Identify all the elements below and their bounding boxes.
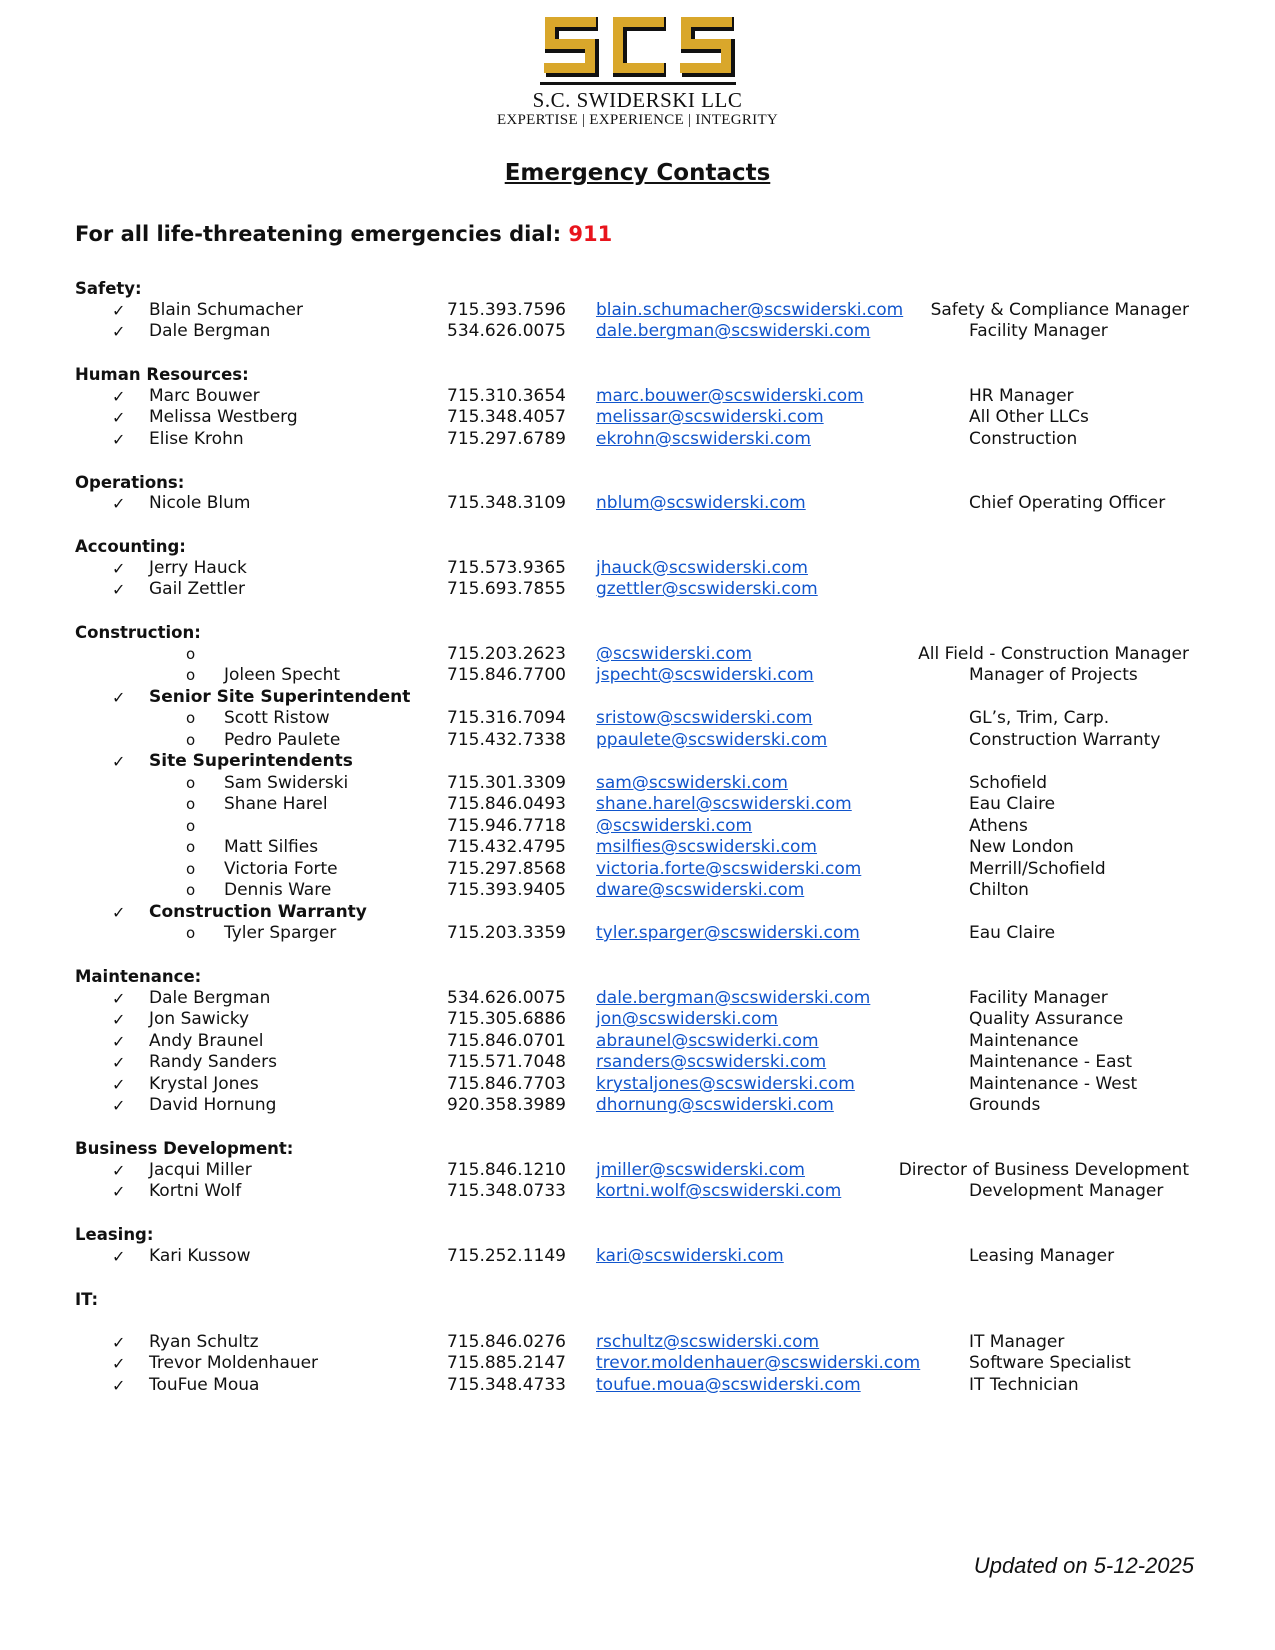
contact-phone: 715.846.0493 — [447, 794, 566, 814]
section-heading — [0, 622, 1275, 644]
circle-bullet-icon: o — [186, 924, 196, 942]
contact-row — [0, 794, 1275, 816]
contact-row — [0, 1353, 1275, 1375]
contact-email-link[interactable]: gzettler@scswiderski.com — [596, 579, 818, 599]
contact-name: Trevor Moldenhauer — [149, 1353, 319, 1373]
contact-phone: 534.626.0075 — [447, 987, 566, 1008]
emergency-label: For all life-threatening emergencies dial: — [75, 222, 562, 246]
contact-name: Gail Zettler — [149, 579, 246, 599]
contact-name: Kari Kussow — [149, 1245, 251, 1266]
contact-phone: 534.626.0075 — [447, 321, 566, 341]
contact-role: Quality Assurance — [969, 1009, 1124, 1029]
contact-row — [0, 321, 1275, 343]
section-heading-label: Leasing: — [75, 1225, 154, 1244]
contact-email-link[interactable]: melissar@scswiderski.com — [596, 407, 824, 427]
circle-bullet-icon: o — [186, 709, 196, 727]
contact-email-link[interactable]: sam@scswiderski.com — [596, 772, 788, 793]
contact-email-link[interactable]: @scswiderski.com — [596, 815, 753, 836]
checkmark-icon: ✓ — [112, 1031, 126, 1051]
contact-row — [0, 880, 1275, 902]
contact-row — [0, 923, 1275, 945]
contact-role: Maintenance — [969, 1030, 1079, 1051]
contact-row — [0, 730, 1275, 752]
section-heading-label: Safety: — [75, 279, 142, 298]
section-heading — [0, 1224, 1275, 1246]
contact-phone: 715.252.1149 — [447, 1245, 566, 1266]
contact-row — [0, 1052, 1275, 1074]
contact-phone: 715.305.6886 — [447, 1009, 566, 1029]
contact-email-link[interactable]: krystaljones@scswiderski.com — [596, 1073, 855, 1094]
section-heading — [0, 1138, 1275, 1160]
contact-role: Construction Warranty — [969, 729, 1161, 750]
contact-role: Maintenance - West — [969, 1073, 1138, 1094]
contact-role: Merrill/Schofield — [969, 858, 1106, 879]
section-heading — [0, 278, 1275, 300]
contact-phone: 715.946.7718 — [447, 815, 566, 836]
checkmark-icon: ✓ — [112, 580, 126, 599]
contact-role: Facility Manager — [969, 987, 1108, 1008]
checkmark-icon: ✓ — [112, 1010, 126, 1029]
contact-email-link[interactable]: tyler.sparger@scswiderski.com — [596, 923, 860, 943]
contact-role: Maintenance - East — [969, 1052, 1133, 1072]
contact-row — [0, 300, 1275, 322]
contact-phone: 715.203.2623 — [447, 643, 566, 664]
contact-email-link[interactable]: ekrohn@scswiderski.com — [596, 428, 811, 449]
contact-directory — [0, 278, 1275, 1396]
contact-name: Jacqui Miller — [149, 1159, 252, 1180]
contact-row — [0, 988, 1275, 1010]
section-heading-label: Construction: — [75, 623, 201, 642]
contact-name: Matt Silfies — [224, 837, 319, 857]
contact-role: GL’s, Trim, Carp. — [969, 708, 1110, 728]
contact-email-link[interactable]: sristow@scswiderski.com — [596, 708, 813, 728]
contact-role: All Field - Construction Manager — [918, 643, 1189, 664]
contact-email-link[interactable]: jspecht@scswiderski.com — [596, 665, 814, 685]
contact-phone: 715.301.3309 — [447, 772, 566, 793]
contact-name: Melissa Westberg — [149, 407, 298, 427]
circle-bullet-icon: o — [186, 838, 196, 856]
contact-role: New London — [969, 837, 1074, 857]
circle-bullet-icon: o — [186, 859, 196, 878]
contact-role: Manager of Projects — [969, 665, 1138, 685]
contact-name: Kortni Wolf — [149, 1181, 242, 1201]
page-title: Emergency Contacts — [504, 160, 771, 186]
checkmark-icon: ✓ — [112, 1096, 126, 1115]
section-heading-label: Accounting: — [75, 537, 186, 556]
contact-row — [0, 687, 1275, 709]
contact-role: Eau Claire — [969, 794, 1056, 814]
section-heading — [0, 472, 1275, 494]
section-heading-label: Business Development: — [75, 1139, 294, 1158]
contact-role: Chief Operating Officer — [969, 493, 1166, 513]
circle-bullet-icon: o — [186, 644, 196, 663]
contact-name: Scott Ristow — [224, 708, 330, 728]
contact-role: Grounds — [969, 1095, 1041, 1115]
checkmark-icon: ✓ — [112, 558, 126, 578]
contact-row — [0, 837, 1275, 859]
section-heading — [0, 966, 1275, 988]
company-tagline: EXPERTISE | EXPERIENCE | INTEGRITY — [496, 112, 779, 128]
checkmark-icon: ✓ — [112, 1160, 126, 1180]
contact-row — [0, 1246, 1275, 1268]
contact-email-link[interactable]: victoria.forte@scswiderski.com — [596, 858, 862, 879]
contact-role: Leasing Manager — [969, 1245, 1115, 1266]
section-heading — [0, 536, 1275, 558]
contact-name: Andy Braunel — [149, 1030, 264, 1051]
contact-role: Eau Claire — [969, 923, 1056, 943]
checkmark-icon: ✓ — [112, 752, 126, 771]
circle-bullet-icon: o — [186, 666, 196, 684]
contact-row — [0, 493, 1275, 515]
checkmark-icon: ✓ — [112, 300, 126, 320]
contact-row — [0, 579, 1275, 601]
contact-phone: 715.348.4057 — [447, 407, 566, 427]
contact-role: All Other LLCs — [969, 407, 1089, 427]
scs-logo-mark — [538, 12, 738, 88]
contact-name: Marc Bouwer — [149, 385, 260, 406]
contact-row — [0, 859, 1275, 881]
contact-role: Safety & Compliance Manager — [930, 299, 1189, 320]
contact-name: Victoria Forte — [224, 858, 338, 879]
checkmark-icon: ✓ — [112, 322, 126, 341]
contact-role: Development Manager — [969, 1181, 1164, 1201]
contact-role: IT Technician — [969, 1374, 1079, 1395]
contact-email-link[interactable]: jmiller@scswiderski.com — [596, 1159, 805, 1180]
checkmark-icon: ✓ — [112, 494, 126, 513]
checkmark-icon: ✓ — [112, 1375, 126, 1395]
emergency-number: 911 — [568, 222, 613, 246]
contact-phone: 715.203.3359 — [447, 923, 566, 943]
contact-name: Pedro Paulete — [224, 729, 341, 750]
contact-row — [0, 558, 1275, 580]
contact-row — [0, 1332, 1275, 1354]
contact-name: Blain Schumacher — [149, 299, 303, 320]
contact-row — [0, 1031, 1275, 1053]
contact-phone: 715.571.7048 — [447, 1052, 566, 1072]
contact-email-link[interactable]: nblum@scswiderski.com — [596, 493, 806, 513]
contact-email-link[interactable]: marc.bouwer@scswiderski.com — [596, 385, 864, 406]
contact-email-link[interactable]: blain.schumacher@scswiderski.com — [596, 299, 904, 320]
contact-phone: 715.573.9365 — [447, 557, 566, 578]
contact-role: Athens — [969, 815, 1028, 836]
section-heading-label: Human Resources: — [75, 365, 249, 384]
contact-name: Elise Krohn — [149, 428, 244, 449]
contact-row — [0, 429, 1275, 451]
contact-phone: 715.393.7596 — [447, 299, 566, 320]
contact-row — [0, 1375, 1275, 1397]
checkmark-icon: ✓ — [112, 1182, 126, 1201]
contact-name: Joleen Specht — [224, 665, 341, 685]
checkmark-icon: ✓ — [112, 1053, 126, 1072]
emergency-notice — [75, 222, 612, 246]
contact-name: Dale Bergman — [149, 321, 271, 341]
circle-bullet-icon: o — [186, 795, 196, 813]
contact-phone: 715.432.4795 — [447, 837, 566, 857]
checkmark-icon: ✓ — [112, 902, 126, 922]
checkmark-icon: ✓ — [112, 1246, 126, 1266]
contact-phone: 920.358.3989 — [447, 1095, 566, 1115]
contact-email-link[interactable]: jon@scswiderski.com — [596, 1009, 778, 1029]
contact-row — [0, 644, 1275, 666]
contact-row — [0, 902, 1275, 924]
contact-phone: 715.432.7338 — [447, 729, 566, 750]
contact-row — [0, 407, 1275, 429]
contact-name: Tyler Sparger — [224, 923, 337, 943]
contact-email-link[interactable]: kortni.wolf@scswiderski.com — [596, 1181, 842, 1201]
company-name: S.C. SWIDERSKI LLC — [532, 88, 743, 112]
contact-name: Dennis Ware — [224, 880, 332, 900]
section-heading-label: IT: — [75, 1289, 99, 1309]
contact-phone: 715.310.3654 — [447, 385, 566, 406]
contact-name: Krystal Jones — [149, 1073, 259, 1094]
contact-email-link[interactable]: trevor.moldenhauer@scswiderski.com — [596, 1353, 921, 1373]
section-heading — [0, 1289, 1275, 1311]
circle-bullet-icon: o — [186, 773, 196, 792]
contact-phone: 715.393.9405 — [447, 880, 566, 900]
updated-date: Updated on 5-12-2025 — [973, 1553, 1194, 1578]
contact-role: Schofield — [969, 772, 1047, 793]
contact-row — [0, 708, 1275, 730]
contact-role: Chilton — [969, 880, 1029, 900]
contact-phone: 715.846.7703 — [447, 1073, 566, 1094]
contact-row — [0, 751, 1275, 773]
contact-name: Dale Bergman — [149, 987, 271, 1008]
contact-email-link[interactable]: msilfies@scswiderski.com — [596, 837, 817, 857]
contact-email-link[interactable]: abraunel@scswiderki.com — [596, 1030, 819, 1051]
checkmark-icon: ✓ — [112, 687, 126, 707]
contact-row — [0, 773, 1275, 795]
contact-role: Facility Manager — [969, 321, 1108, 341]
checkmark-icon: ✓ — [112, 988, 126, 1008]
contact-email-link[interactable]: rschultz@scswiderski.com — [596, 1331, 820, 1352]
contact-name: Ryan Schultz — [149, 1331, 259, 1352]
subgroup-label: Site Superintendents — [149, 751, 353, 771]
subgroup-label: Construction Warranty — [149, 901, 367, 922]
checkmark-icon: ✓ — [112, 1332, 126, 1352]
circle-bullet-icon: o — [186, 730, 196, 749]
checkmark-icon: ✓ — [112, 408, 126, 427]
contact-email-link[interactable]: dale.bergman@scswiderski.com — [596, 987, 871, 1008]
checkmark-icon: ✓ — [112, 386, 126, 406]
contact-role: Construction — [969, 428, 1078, 449]
contact-row — [0, 1009, 1275, 1031]
contact-email-link[interactable]: dale.bergman@scswiderski.com — [596, 321, 871, 341]
contact-email-link[interactable]: jhauck@scswiderski.com — [596, 557, 808, 578]
contact-phone: 715.316.7094 — [447, 708, 566, 728]
contact-role: Director of Business Development — [898, 1159, 1189, 1180]
contact-role: Software Specialist — [969, 1353, 1131, 1373]
contact-phone: 715.348.4733 — [447, 1374, 566, 1395]
contact-email-link[interactable]: shane.harel@scswiderski.com — [596, 794, 852, 814]
contact-name: Randy Sanders — [149, 1052, 277, 1072]
contact-phone: 715.885.2147 — [447, 1353, 566, 1373]
contact-role: HR Manager — [969, 385, 1074, 406]
contact-email-link[interactable]: kari@scswiderski.com — [596, 1245, 784, 1266]
contact-phone: 715.846.1210 — [447, 1159, 566, 1180]
contact-name: David Hornung — [149, 1095, 277, 1115]
contact-row — [0, 1181, 1275, 1203]
circle-bullet-icon: o — [186, 816, 196, 835]
contact-name: TouFue Moua — [149, 1374, 260, 1395]
contact-row — [0, 816, 1275, 838]
circle-bullet-icon: o — [186, 881, 196, 899]
contact-name: Shane Harel — [224, 794, 328, 814]
company-logo — [0, 12, 1275, 129]
contact-phone: 715.693.7855 — [447, 579, 566, 599]
contact-phone: 715.348.3109 — [447, 493, 566, 513]
contact-phone: 715.846.0701 — [447, 1030, 566, 1051]
contact-email-link[interactable]: rsanders@scswiderski.com — [596, 1052, 827, 1072]
contact-row — [0, 665, 1275, 687]
contact-phone: 715.297.8568 — [447, 858, 566, 879]
contact-name: Nicole Blum — [149, 493, 251, 513]
contact-name: Sam Swiderski — [224, 772, 349, 793]
contact-name: Jon Sawicky — [149, 1009, 250, 1029]
contact-name: Jerry Hauck — [149, 557, 247, 578]
section-heading-label: Operations: — [75, 472, 185, 492]
contact-row — [0, 1095, 1275, 1117]
contact-phone: 715.846.7700 — [447, 665, 566, 685]
contact-email-link[interactable]: dware@scswiderski.com — [596, 880, 805, 900]
contact-phone: 715.846.0276 — [447, 1331, 566, 1352]
contact-phone: 715.297.6789 — [447, 428, 566, 449]
contact-role: IT Manager — [969, 1331, 1065, 1352]
contact-email-link[interactable]: dhornung@scswiderski.com — [596, 1095, 834, 1115]
checkmark-icon: ✓ — [112, 1074, 126, 1094]
contact-row — [0, 1160, 1275, 1182]
contact-phone: 715.348.0733 — [447, 1181, 566, 1201]
contact-email-link[interactable]: ppaulete@scswiderski.com — [596, 729, 828, 750]
subgroup-label: Senior Site Superintendent — [149, 686, 411, 707]
contact-email-link[interactable]: @scswiderski.com — [596, 643, 753, 664]
checkmark-icon: ✓ — [112, 429, 126, 449]
section-heading-label: Maintenance: — [75, 967, 202, 986]
contact-row — [0, 1074, 1275, 1096]
contact-email-link[interactable]: toufue.moua@scswiderski.com — [596, 1374, 861, 1395]
contact-row — [0, 386, 1275, 408]
section-heading — [0, 364, 1275, 386]
checkmark-icon: ✓ — [112, 1354, 126, 1373]
